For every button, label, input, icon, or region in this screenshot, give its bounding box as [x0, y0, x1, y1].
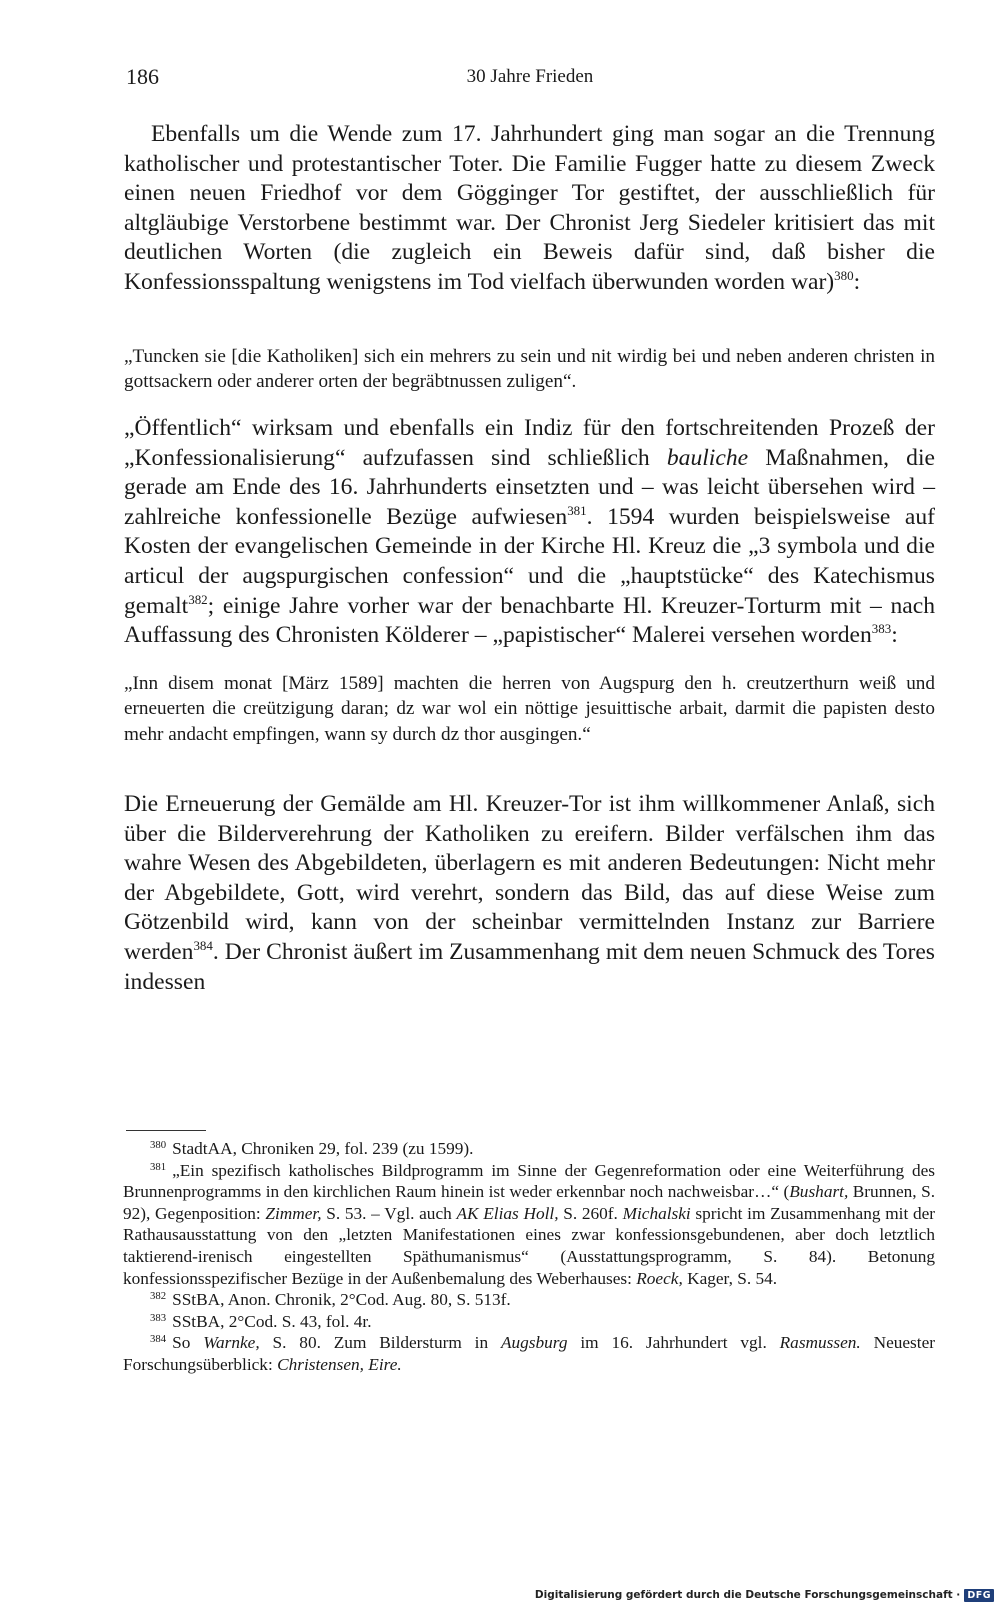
paragraph-3 — [124, 790, 935, 997]
block-quote-1: „Tuncken sie [die Katholiken] sich ein mehrers zu sein und nit wirdig bei und neben anderen christen in gottsackern oder anderer orten der begräbtnussen zuligen“. — [124, 346, 935, 393]
footnote-author: Warnke, — [203, 1333, 260, 1353]
footnote-author: Roeck, — [636, 1268, 683, 1288]
footnote-text: im 16. Jahrhundert vgl. — [567, 1333, 780, 1353]
running-head — [126, 64, 934, 94]
running-title: 30 Jahre Frieden — [466, 66, 594, 87]
footnote-text: SStBA, 2°Cod. S. 43, fol. 4r. — [172, 1311, 372, 1331]
footnote-ref-383: 383 — [871, 621, 892, 637]
paragraph-2-text-d: ; einige Jahre vorher war der benachbarte Hl. Kreuzer-Torturm mit – nach Auffassung des Chronisten Kölderer – „papistischer“ Malerei versehen worden — [124, 592, 935, 649]
digitization-credit — [535, 1587, 994, 1603]
footnote-381 — [123, 1160, 935, 1290]
footnote-384 — [123, 1332, 935, 1375]
footnote-ref-384: 384 — [193, 937, 213, 953]
footnote-382 — [123, 1289, 935, 1311]
footnote-text: Kager, S. 54. — [682, 1268, 778, 1288]
footnote-text: S. 260f. — [558, 1203, 623, 1223]
dfg-logo-icon: DFG — [964, 1589, 994, 1602]
footnote-text: SStBA, Anon. Chronik, 2°Cod. Aug. 80, S. 513f. — [172, 1290, 511, 1310]
paragraph-2-end: : — [891, 622, 898, 649]
footnote-383 — [123, 1311, 935, 1333]
footnote-text: S. 53. – Vgl. auch — [321, 1203, 457, 1223]
footnote-author: Rasmussen. — [779, 1333, 861, 1353]
paragraph-3-text: Die Erneuerung der Gemälde am Hl. Kreuzer-Tor ist ihm willkommener Anlaß, sich über die Bilderverehrung der Katholiken zu ereifern. Bilder verfälschen ihm das wahre Wesen des Abgebildeten, überlagern es mit anderen Bedeutungen: Nicht mehr der Abgebildete, Gott, wird verehrt, sondern das Bild, das auf diese Weise zum Götzenbild wird, kann von der scheinbar vermittelnden Instanz zur Barriere werden — [124, 791, 935, 965]
footnote-separator — [126, 1130, 206, 1131]
paragraph-1-end: : — [853, 268, 861, 295]
block-quote-2: „Inn disem monat [März 1589] machten die herren von Augspurg den h. creutzerthurn weiß und erneuerten die creützigung daran; dz war wol ein nöttige jesuittische arbait, darmit die papisten desto mehr andacht empfingen, wann sy durch dz thor ausgingen.“ — [124, 673, 935, 745]
body-text — [124, 120, 935, 997]
paragraph-1-text: Ebenfalls um die Wende zum 17. Jahrhundert ging man sogar an die Trennung katholischer und protestantischer Toter. Die Familie Fugger hatte zu diesem Zweck einen neuen Friedhof vor dem Gögginger Tor gestiftet, der ausschließlich für altgläubige Verstorbene bestimmt war. Der Chronist Jerg Siedeler kritisiert das mit deutlichen Worten (die zugleich ein Beweis dafür sind, daß bisher die Konfessionsspaltung wenigstens im Tod vielfach überwunden worden war) — [124, 121, 935, 295]
footnote-text: Neuester Forschungsüberblick: — [123, 1333, 936, 1374]
footnote-author: Zimmer, — [265, 1203, 322, 1223]
footnote-text: spricht im Zusammenhang mit der Rathausausstattung von den „letzten Manifestationen eines zwar konfessionsgebundenen, aber doch letztlich taktierend-irenisch eingestellten Späthumanismus“ (Ausstattungsprogramm, S. 84). Betonung konfessionsspezifischer Bezüge in der Außenbemalung des Weberhauses: — [123, 1203, 936, 1288]
footnote-text: Brunnen, S. 92), Gegenposition: — [123, 1182, 936, 1223]
footnote-text: „Ein spezifisch katholisches Bildprogramm im Sinne der Gegenreformation oder eine Weiterführung des Brunnenprogramms in den kirchlichen Raum hinein ist weder erkennbar noch nachweisbar…“ ( — [123, 1160, 935, 1202]
footnote-ref-380: 380 — [834, 267, 854, 283]
footnote-number: 382 — [150, 1290, 167, 1303]
paragraph-1 — [124, 120, 935, 328]
footnote-text: S. 80. Zum Bildersturm in — [259, 1333, 501, 1353]
page-number: 186 — [126, 64, 159, 89]
paragraph-2-text-a: „Öffentlich“ wirksam und ebenfalls ein Indiz für den fortschreitenden Prozeß der „Konfessionalisierung“ aufzufassen sind schließlich — [124, 415, 935, 471]
footnote-author: Michalski — [622, 1203, 691, 1223]
footnote-text: StadtAA, Chroniken 29, fol. 239 (zu 1599). — [172, 1139, 474, 1158]
footnote-number: 381 — [150, 1160, 167, 1173]
footnote-place: Augsburg — [500, 1333, 568, 1353]
footnote-number: 380 — [150, 1139, 167, 1152]
footnote-author: Bushart, — [789, 1182, 849, 1202]
footnote-ref-381: 381 — [567, 502, 587, 518]
footnote-number: 384 — [150, 1333, 167, 1346]
footnote-ref-382: 382 — [188, 591, 208, 607]
paragraph-2-emphasis: bauliche — [666, 444, 749, 471]
footnote-text: So — [172, 1333, 204, 1353]
paragraph-2 — [124, 414, 935, 654]
footnotes — [123, 1138, 935, 1376]
paragraph-2-text-c: . 1594 wurden beispielsweise auf Kosten der evangelischen Gemeinde in der Kirche Hl. Kreuz die „3 symbola und die articul der augspurgischen confession“ und die „hauptstücke“ des Katechismus gemalt — [124, 503, 935, 619]
footnote-number: 383 — [150, 1311, 167, 1324]
paragraph-2-text-b: Maßnahmen, die gerade am Ende des 16. Jahrhunderts einsetzten und – was leicht übersehen wird – zahlreiche konfessionelle Bezüge aufwiesen — [124, 444, 935, 530]
credit-text: Digitalisierung gefördert durch die Deutsche Forschungsgemeinschaft · — [534, 1589, 961, 1601]
paragraph-3-end: . Der Chronist äußert im Zusammenhang mit dem neuen Schmuck des Tores indessen — [124, 938, 935, 995]
footnote-author: Christensen, Eire. — [277, 1354, 402, 1374]
footnote-380 — [123, 1138, 935, 1160]
footnote-author: AK Elias Holl, — [456, 1203, 559, 1223]
